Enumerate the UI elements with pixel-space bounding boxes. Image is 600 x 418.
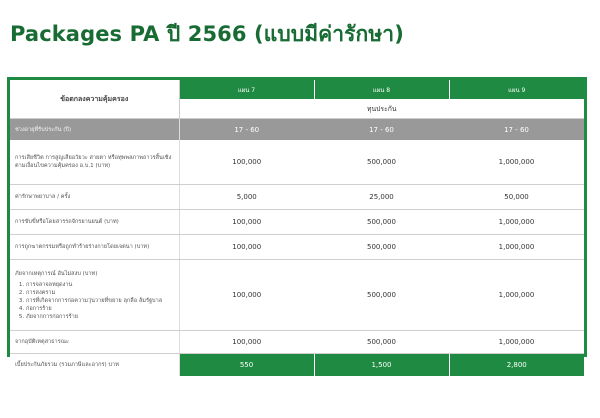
row-value-plan-9: 1,000,000 — [449, 260, 584, 331]
row-value-plan-8: 500,000 — [314, 235, 449, 260]
row-label — [10, 140, 179, 185]
list-item: 5. ภัยจากการก่อการร้าย — [26, 313, 175, 321]
premium-row — [10, 354, 584, 377]
premium-plan-8: 1,500 — [314, 354, 449, 377]
row-value-plan-8: 25,000 — [314, 185, 449, 210]
table-row — [10, 235, 584, 260]
row-label: ค่ารักษาพยาบาล / ครั้ง — [10, 185, 179, 210]
packages-table — [7, 77, 587, 369]
age-value-plan-9: 17 - 60 — [449, 119, 584, 141]
row-value-plan-9: 1,000,000 — [449, 235, 584, 260]
row-label: จากอุบัติเหตุสาธารณะ — [10, 331, 179, 354]
row-value-plan-7: 100,000 — [179, 260, 314, 331]
list-item: 2. การสงคราม — [26, 289, 175, 297]
table-row — [10, 331, 584, 354]
row-value-plan-9: 50,000 — [449, 185, 584, 210]
age-value-plan-8: 17 - 60 — [314, 119, 449, 141]
row-label: การขับขี่หรือโดยสารรถจักรยานยนต์ (บาท) — [10, 210, 179, 235]
table-row — [10, 260, 584, 331]
row-value-plan-8: 500,000 — [314, 210, 449, 235]
premium-plan-7: 550 — [179, 354, 314, 377]
list-item: 1. การจลาจลหยุดงาน — [26, 281, 175, 289]
row-label — [10, 260, 179, 331]
plan-7-header: แผน 7 — [179, 80, 314, 99]
row-value-plan-7: 5,000 — [179, 185, 314, 210]
row-value-plan-9: 1,000,000 — [449, 331, 584, 354]
age-value-plan-7: 17 - 60 — [179, 119, 314, 141]
age-row-label: ช่วงอายุที่รับประกัน (ปี) — [10, 119, 179, 141]
row-label: การถูกฆาตกรรมหรือถูกทำร้ายร่างกายโดยเจตนา (บาท) — [10, 235, 179, 260]
sum-insured-header: ทุนประกัน — [179, 99, 584, 119]
plan-header-row — [10, 80, 584, 99]
list-item: 3. การที่เกิดจากการก่อความวุ่นวายที่ขยาย ลุกลือ ล้มรัฐบาล — [26, 297, 175, 305]
premium-plan-9: 2,800 — [449, 354, 584, 377]
row-label-line: ตามเงื่อนไขความคุ้มครอง อ.บ.1 (บาท) — [15, 163, 111, 169]
row-value-plan-8: 500,000 — [314, 331, 449, 354]
plan-8-header: แผน 8 — [314, 80, 449, 99]
sub-item-list — [15, 281, 175, 321]
table-row — [10, 140, 584, 185]
premium-label: เบี้ยประกันภัยรวม (รวมภาษีและอากร) บาท — [10, 354, 179, 377]
row-label-heading: ภัยจากเหตุการณ์ อันไม่สงบ (บาท) — [15, 270, 98, 277]
row-value-plan-8: 500,000 — [314, 260, 449, 331]
row-label-line: การเสียชีวิต การสูญเสียอวัยวะ สายตา หรือทุพพลภาพถาวรสิ้นเชิง — [15, 155, 172, 161]
row-value-plan-9: 1,000,000 — [449, 210, 584, 235]
row-value-plan-7: 100,000 — [179, 331, 314, 354]
table-row — [10, 185, 584, 210]
coverage-header: ข้อตกลงความคุ้มครอง — [10, 80, 179, 119]
row-value-plan-9: 1,000,000 — [449, 140, 584, 185]
page-title: Packages PA ปี 2566 (แบบมีค่ารักษา) — [10, 22, 404, 46]
row-value-plan-7: 100,000 — [179, 235, 314, 260]
table-row — [10, 210, 584, 235]
row-value-plan-8: 500,000 — [314, 140, 449, 185]
list-item: 4. ก่อการร้าย — [26, 305, 175, 313]
row-value-plan-7: 100,000 — [179, 140, 314, 185]
plan-9-header: แผน 9 — [449, 80, 584, 99]
row-value-plan-7: 100,000 — [179, 210, 314, 235]
age-row — [10, 119, 584, 141]
